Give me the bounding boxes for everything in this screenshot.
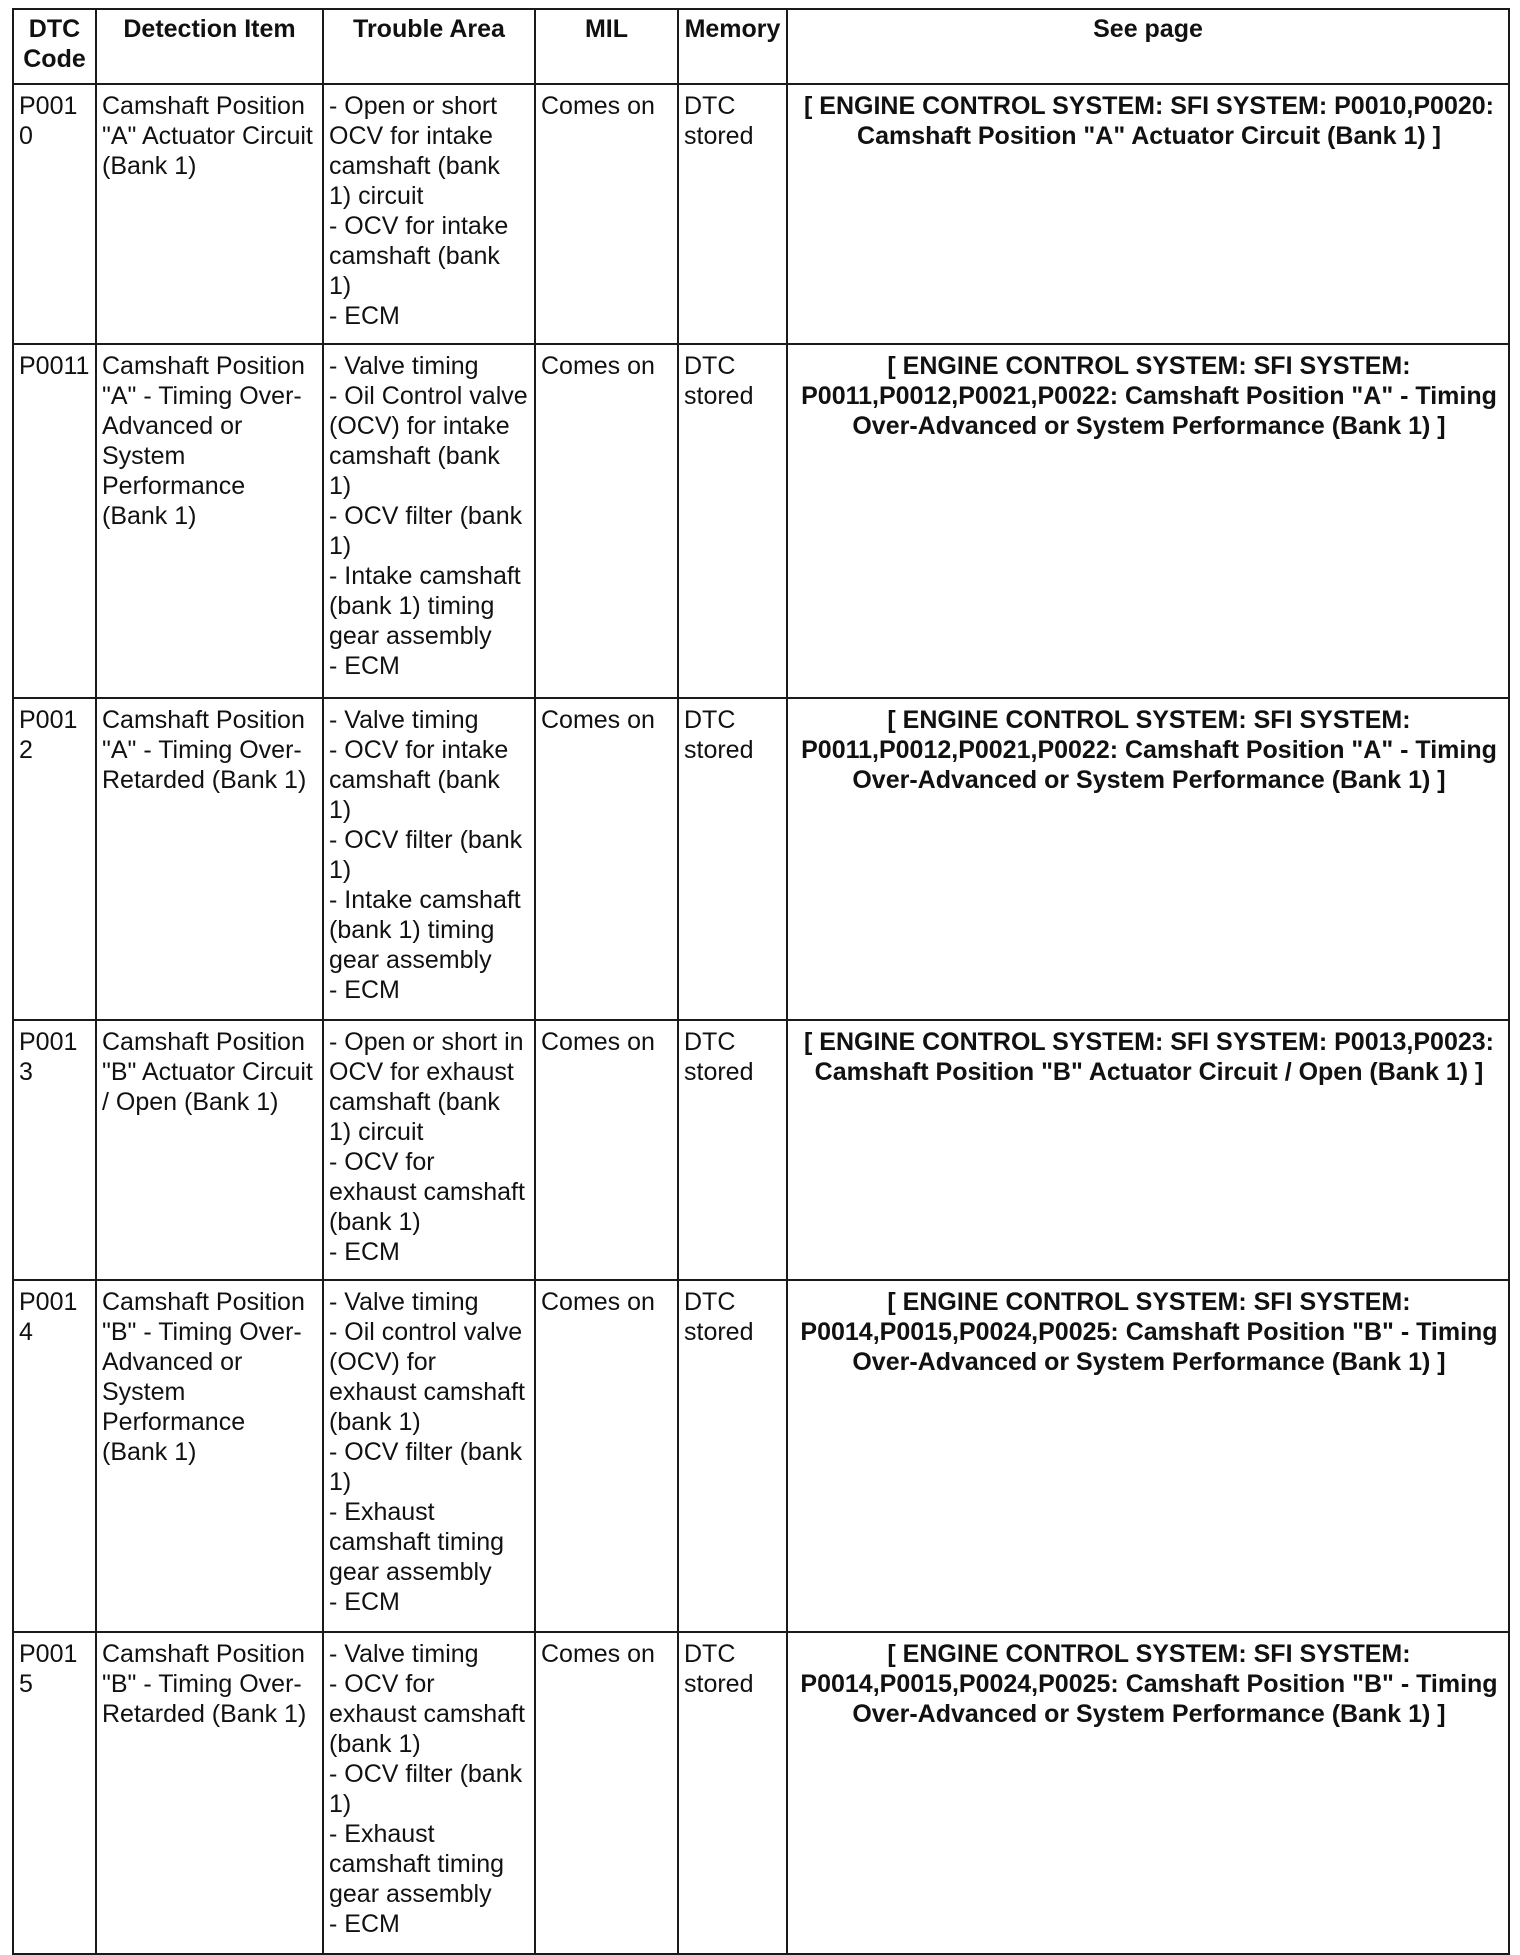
memory-cell (678, 1020, 787, 1280)
memory-cell-text: DTC stored (684, 92, 754, 150)
memory-cell (678, 1632, 787, 1954)
dtc-code-cell-text: P0010 (19, 92, 78, 150)
dtc-code-cell (13, 1280, 96, 1632)
dtc-code-cell (13, 1020, 96, 1280)
mil-cell-text: Comes on (541, 706, 655, 734)
detection-item-cell (96, 1020, 323, 1280)
table-body (13, 84, 1509, 1954)
trouble-area-item: - OCV filter (bank 1) (329, 826, 523, 884)
mil-cell (535, 698, 678, 1020)
memory-cell (678, 344, 787, 698)
see-page-cell (787, 1632, 1509, 1954)
table-row (13, 84, 1509, 344)
see-page-cell-text: [ ENGINE CONTROL SYSTEM: SFI SYSTEM: P0010,P0020: Camshaft Position "A" Actuator Circuit (Bank 1) ] (804, 92, 1494, 150)
trouble-area-item: - OCV for exhaust camshaft (bank 1) (329, 1670, 525, 1758)
table-header (13, 9, 1509, 84)
trouble-area-item: - OCV filter (bank 1) (329, 1760, 523, 1818)
header-dtc-code: DTC Code (13, 9, 96, 84)
dtc-code-cell-text: P0015 (19, 1640, 78, 1698)
detection-item-cell-text: Camshaft Position "B" - Timing Over-Retarded (Bank 1) (102, 1640, 307, 1728)
header-see-page: See page (787, 9, 1509, 84)
see-page-cell-text: [ ENGINE CONTROL SYSTEM: SFI SYSTEM: P0011,P0012,P0021,P0022: Camshaft Position "A" - Timing Over-Advanced or System Performance (Bank 1) ] (801, 352, 1497, 440)
see-page-cell-text: [ ENGINE CONTROL SYSTEM: SFI SYSTEM: P0013,P0023: Camshaft Position "B" Actuator Circuit / Open (Bank 1) ] (804, 1028, 1494, 1086)
trouble-area-cell (323, 344, 535, 698)
trouble-area-item: - OCV for exhaust camshaft (bank 1) (329, 1148, 525, 1236)
mil-cell-text: Comes on (541, 1288, 655, 1316)
trouble-area-item: - Exhaust camshaft timing gear assembly (329, 1498, 505, 1586)
detection-item-cell (96, 344, 323, 698)
trouble-area-cell (323, 698, 535, 1020)
trouble-area-item: - Valve timing (329, 1640, 479, 1668)
table-row (13, 1020, 1509, 1280)
detection-item-cell (96, 698, 323, 1020)
trouble-area-cell (323, 1280, 535, 1632)
mil-cell-text: Comes on (541, 92, 655, 120)
see-page-cell (787, 84, 1509, 344)
dtc-table (12, 8, 1510, 1955)
trouble-area-item: - Valve timing (329, 706, 479, 734)
detection-item-cell-text: Camshaft Position "B" - Timing Over-Advanced or System Performance (Bank 1) (102, 1288, 305, 1466)
dtc-code-cell (13, 84, 96, 344)
trouble-area-item: - OCV for intake camshaft (bank 1) (329, 736, 509, 824)
trouble-area-cell (323, 1020, 535, 1280)
trouble-area-item: - Oil Control valve (OCV) for intake camshaft (bank 1) (329, 382, 528, 500)
detection-item-cell-text: Camshaft Position "A" Actuator Circuit (Bank 1) (102, 92, 313, 180)
trouble-area-item: - Valve timing (329, 1288, 479, 1316)
header-mil: MIL (535, 9, 678, 84)
see-page-cell-text: [ ENGINE CONTROL SYSTEM: SFI SYSTEM: P0014,P0015,P0024,P0025: Camshaft Position "B" - Timing Over-Advanced or System Performance (Bank 1) ] (800, 1640, 1498, 1728)
header-trouble-area: Trouble Area (323, 9, 535, 84)
memory-cell-text: DTC stored (684, 352, 754, 410)
table-row (13, 1280, 1509, 1632)
memory-cell-text: DTC stored (684, 1640, 754, 1698)
detection-item-cell-text: Camshaft Position "A" - Timing Over-Advanced or System Performance (Bank 1) (102, 352, 305, 530)
see-page-cell (787, 1280, 1509, 1632)
mil-cell-text: Comes on (541, 1028, 655, 1056)
mil-cell (535, 1020, 678, 1280)
dtc-code-cell (13, 344, 96, 698)
trouble-area-item: - ECM (329, 652, 400, 680)
table-row (13, 1632, 1509, 1954)
memory-cell-text: DTC stored (684, 1288, 754, 1346)
detection-item-cell-text: Camshaft Position "B" Actuator Circuit / Open (Bank 1) (102, 1028, 313, 1116)
dtc-code-cell-text: P0013 (19, 1028, 78, 1086)
dtc-code-cell-text: P0011 (19, 352, 90, 380)
trouble-area-item: - Oil control valve (OCV) for exhaust camshaft (bank 1) (329, 1318, 525, 1436)
dtc-code-cell-text: P0012 (19, 706, 78, 764)
memory-cell (678, 1280, 787, 1632)
dtc-code-cell (13, 1632, 96, 1954)
trouble-area-item: - OCV filter (bank 1) (329, 502, 523, 560)
mil-cell (535, 84, 678, 344)
header-detection-item: Detection Item (96, 9, 323, 84)
see-page-cell-text: [ ENGINE CONTROL SYSTEM: SFI SYSTEM: P0011,P0012,P0021,P0022: Camshaft Position "A" - Timing Over-Advanced or System Performance (Bank 1) ] (801, 706, 1497, 794)
trouble-area-item: - Open or short in OCV for exhaust camshaft (bank 1) circuit (329, 1028, 524, 1146)
trouble-area-item: - OCV filter (bank 1) (329, 1438, 523, 1496)
trouble-area-item: - Open or short OCV for intake camshaft (bank 1) circuit (329, 92, 500, 210)
trouble-area-item: - Intake camshaft (bank 1) timing gear assembly (329, 562, 521, 650)
memory-cell-text: DTC stored (684, 706, 754, 764)
header-memory: Memory (678, 9, 787, 84)
mil-cell (535, 344, 678, 698)
mil-cell-text: Comes on (541, 1640, 655, 1668)
trouble-area-item: - ECM (329, 976, 400, 1004)
trouble-area-item: - Exhaust camshaft timing gear assembly (329, 1820, 505, 1908)
trouble-area-item: - ECM (329, 302, 400, 330)
memory-cell (678, 698, 787, 1020)
mil-cell-text: Comes on (541, 352, 655, 380)
table-row (13, 698, 1509, 1020)
see-page-cell (787, 344, 1509, 698)
memory-cell (678, 84, 787, 344)
trouble-area-item: - Intake camshaft (bank 1) timing gear assembly (329, 886, 521, 974)
header-row (13, 9, 1509, 84)
trouble-area-item: - ECM (329, 1588, 400, 1616)
see-page-cell-text: [ ENGINE CONTROL SYSTEM: SFI SYSTEM: P0014,P0015,P0024,P0025: Camshaft Position "B" - Timing Over-Advanced or System Performance (Bank 1) ] (800, 1288, 1498, 1376)
trouble-area-item: - ECM (329, 1238, 400, 1266)
trouble-area-item: - OCV for intake camshaft (bank 1) (329, 212, 509, 300)
mil-cell (535, 1280, 678, 1632)
detection-item-cell (96, 1280, 323, 1632)
memory-cell-text: DTC stored (684, 1028, 754, 1086)
detection-item-cell-text: Camshaft Position "A" - Timing Over-Retarded (Bank 1) (102, 706, 307, 794)
detection-item-cell (96, 1632, 323, 1954)
trouble-area-cell (323, 1632, 535, 1954)
table-row (13, 344, 1509, 698)
dtc-code-cell-text: P0014 (19, 1288, 78, 1346)
trouble-area-cell (323, 84, 535, 344)
mil-cell (535, 1632, 678, 1954)
see-page-cell (787, 698, 1509, 1020)
see-page-cell (787, 1020, 1509, 1280)
detection-item-cell (96, 84, 323, 344)
trouble-area-item: - ECM (329, 1910, 400, 1938)
dtc-code-cell (13, 698, 96, 1020)
trouble-area-item: - Valve timing (329, 352, 479, 380)
